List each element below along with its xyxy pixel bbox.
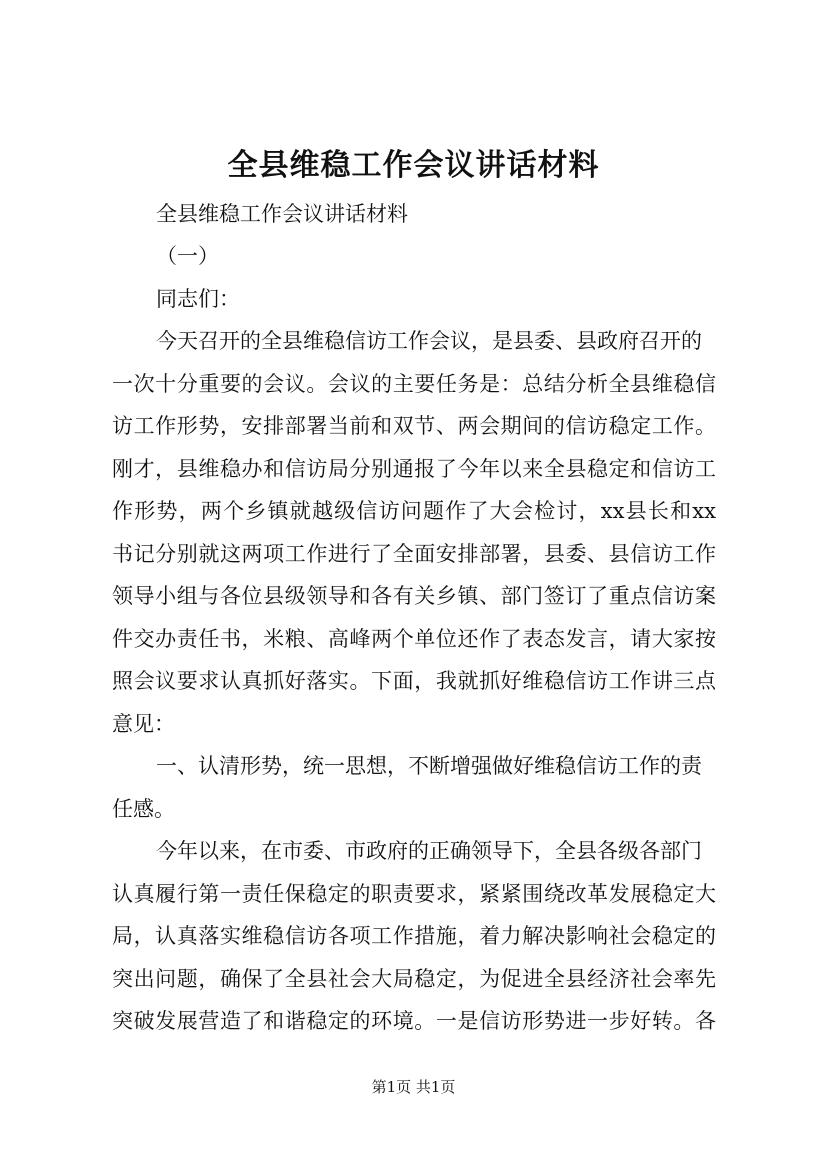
paragraph-line: 认真履行第一责任保稳定的职责要求，紧紧围绕改革发展稳定大 bbox=[112, 882, 716, 906]
paragraph-line: 领导小组与各位县级领导和各有关乡镇、部门签订了重点信访案 bbox=[112, 584, 716, 608]
paragraph-line: 访工作形势，安排部署当前和双节、两会期间的信访稳定工作。 bbox=[112, 414, 716, 438]
paragraph-line: 刚才，县维稳办和信访局分别通报了今年以来全县稳定和信访工 bbox=[112, 457, 716, 481]
page-footer: 第1页 共1页 bbox=[371, 1078, 456, 1096]
paragraph-line: 局，认真落实维稳信访各项工作措施，着力解决影响社会稳定的 bbox=[112, 924, 716, 948]
paragraph-line: 一次十分重要的会议。会议的主要任务是：总结分析全县维稳信 bbox=[112, 372, 716, 396]
section-heading-line: 一、认清形势，统一思想，不断增强做好维稳信访工作的责 bbox=[156, 754, 702, 778]
salutation: 同志们： bbox=[156, 287, 240, 311]
paragraph-line: 突出问题，确保了全县社会大局稳定，为促进全县经济社会率先 bbox=[112, 967, 716, 991]
document-subtitle: 全县维稳工作会议讲话材料 bbox=[156, 202, 408, 226]
paragraph-line: 作形势，两个乡镇就越级信访问题作了大会检讨，xx县长和xx bbox=[112, 499, 716, 523]
section-heading-line: 任感。 bbox=[112, 797, 175, 821]
document-title: 全县维稳工作会议讲话材料 bbox=[227, 148, 600, 183]
paragraph-line: 书记分别就这两项工作进行了全面安排部署，县委、县信访工作 bbox=[112, 542, 716, 566]
paragraph-line: 今天召开的全县维稳信访工作会议，是县委、县政府召开的 bbox=[156, 329, 702, 353]
paragraph-line: 件交办责任书，米粮、高峰两个单位还作了表态发言，请大家按 bbox=[112, 627, 716, 651]
paragraph-line: 今年以来，在市委、市政府的正确领导下，全县各级各部门 bbox=[156, 839, 702, 863]
paragraph-line: 意见： bbox=[112, 712, 175, 736]
paragraph-line: 照会议要求认真抓好落实。下面，我就抓好维稳信访工作讲三点 bbox=[112, 669, 716, 693]
paragraph-line: 突破发展营造了和谐稳定的环境。一是信访形势进一步好转。各 bbox=[112, 1009, 716, 1033]
section-marker: （一） bbox=[156, 244, 219, 268]
